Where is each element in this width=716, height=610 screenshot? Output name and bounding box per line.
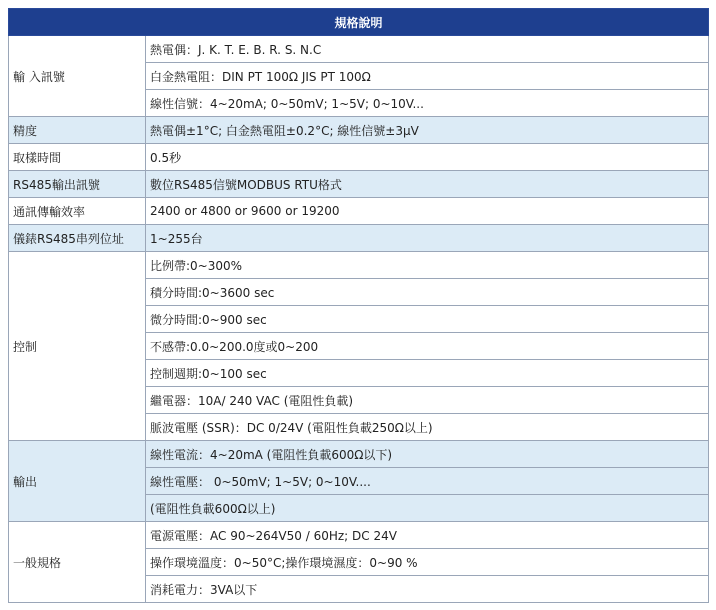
table-row [9, 36, 709, 63]
row-label-sampling: 取樣時間 [9, 144, 146, 171]
row-value: 線性信號：4~20mA; 0~50mV; 1~5V; 0~10V... [146, 90, 709, 117]
row-value: 比例帶:0~300% [146, 252, 709, 279]
table-row [9, 225, 709, 252]
row-value: (電阻性負載600Ω以上) [146, 495, 709, 522]
row-value: 數位RS485信號MODBUS RTU格式 [146, 171, 709, 198]
table-row [9, 144, 709, 171]
row-label-input: 輸 入訊號 [9, 36, 146, 117]
row-label-output: 輸出 [9, 441, 146, 522]
spec-table [8, 8, 709, 603]
row-value: 0.5秒 [146, 144, 709, 171]
row-value: 線性電流：4~20mA (電阻性負載600Ω以下) [146, 441, 709, 468]
row-label-general: 一般規格 [9, 522, 146, 603]
table-row [9, 171, 709, 198]
spec-table-container [8, 8, 708, 603]
table-row [9, 198, 709, 225]
row-value: 線性電壓： 0~50mV; 1~5V; 0~10V.... [146, 468, 709, 495]
row-value: 微分時間:0~900 sec [146, 306, 709, 333]
row-value: 積分時間:0~3600 sec [146, 279, 709, 306]
row-value: 脈波電壓 (SSR)：DC 0/24V (電阻性負載250Ω以上) [146, 414, 709, 441]
row-label-accuracy: 精度 [9, 117, 146, 144]
row-label-rs485-address: 儀錶RS485串列位址 [9, 225, 146, 252]
row-label-rs485-output: RS485輸出訊號 [9, 171, 146, 198]
row-label-control: 控制 [9, 252, 146, 441]
table-row [9, 252, 709, 279]
row-value: 電源電壓：AC 90~264V50 / 60Hz; DC 24V [146, 522, 709, 549]
row-value: 熱電偶±1°C; 白金熱電阻±0.2°C; 線性信號±3μV [146, 117, 709, 144]
row-value: 操作環境溫度：0~50°C;操作環境濕度：0~90 % [146, 549, 709, 576]
row-value: 不感帶:0.0~200.0度或0~200 [146, 333, 709, 360]
row-value: 白金熱電阻：DIN PT 100Ω JIS PT 100Ω [146, 63, 709, 90]
row-value: 2400 or 4800 or 9600 or 19200 [146, 198, 709, 225]
row-value: 繼電器：10A/ 240 VAC (電阻性負載) [146, 387, 709, 414]
row-value: 熱電偶：J. K. T. E. B. R. S. N.C [146, 36, 709, 63]
row-value: 控制週期:0~100 sec [146, 360, 709, 387]
table-row [9, 441, 709, 468]
table-row [9, 522, 709, 549]
table-row [9, 117, 709, 144]
row-label-baud-rate: 通訊傳輸效率 [9, 198, 146, 225]
table-title: 規格說明 [9, 9, 709, 36]
row-value: 1~255台 [146, 225, 709, 252]
row-value: 消耗電力：3VA以下 [146, 576, 709, 603]
